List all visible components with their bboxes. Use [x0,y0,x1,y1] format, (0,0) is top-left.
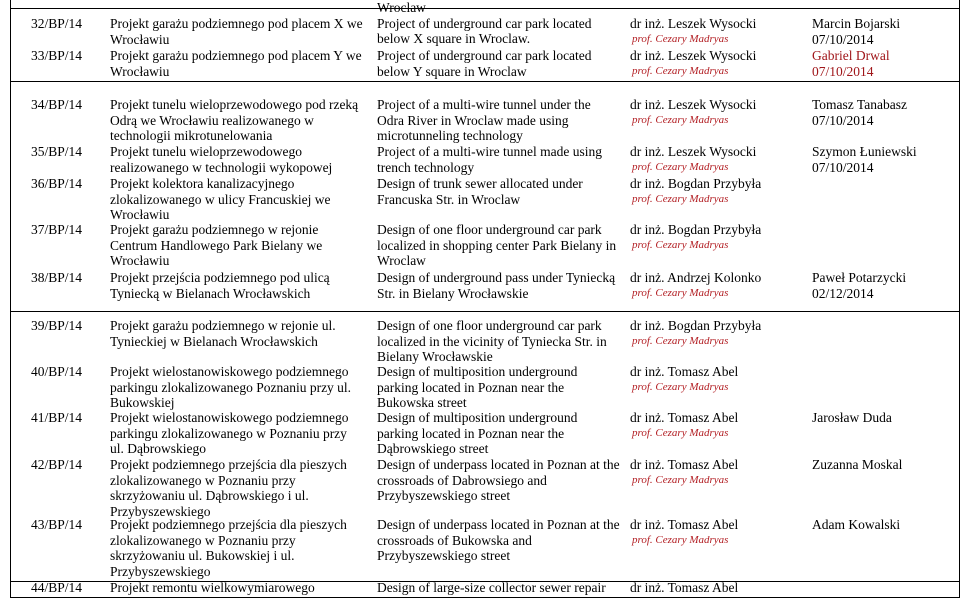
thesis-id: 34/BP/14 [31,97,83,112]
cosupervisor-name: prof. Cezary Madryas [632,32,729,45]
title-english: Design of multiposition underground [377,410,578,425]
title-polish: zlokalizowanego w Poznaniu przy [110,532,296,548]
cosupervisor-name: prof. Cezary Madryas [632,473,729,486]
title-polish: Wrocławiu [110,31,170,47]
title-english: Przybyszewskiego street [377,488,511,504]
student: Tomasz Tanabasz [812,97,907,112]
title-polish: Wrocławiu [110,63,170,79]
cosupervisor-name: prof. Cezary Madryas [632,238,729,251]
supervisor [630,410,738,440]
title-english: Odra River in Wroclaw made using [377,112,569,128]
title-polish: Projekt remontu wielkowymiarowego [110,580,315,595]
supervisor [630,176,761,206]
student: Zuzanna Moskal [812,457,903,472]
thesis-id: 39/BP/14 [31,318,83,333]
title-polish: Wrocławiu [110,207,170,223]
title-polish: Bukowskiej [110,395,175,411]
table-border [10,81,960,82]
title-polish: Przybyszewskiego [110,503,211,519]
title-polish: Projekt podziemnego przejścia dla pieszych [110,457,347,472]
title-polish: Centrum Handlowego Park Bielany we [110,237,323,253]
cosupervisor-name: prof. Cezary Madryas [632,160,729,173]
title-polish: Przybyszewskiego [110,563,211,579]
supervisor [630,457,738,487]
title-polish: zlokalizowanego w ulicy Francuskiej we [110,191,331,207]
thesis-id: 40/BP/14 [31,364,83,379]
title-english: Str. in Bielany Wrocławskie [377,285,529,301]
title-english: crossroads of Bukowska and [377,532,532,548]
supervisor-name: dr inż. Leszek Wysocki [630,48,757,63]
supervisor [630,16,756,46]
title-english: Design of underpass located in Poznan at the [377,457,620,472]
title-english: trench technology [377,159,475,175]
cosupervisor-name: prof. Cezary Madryas [632,334,729,347]
title-english: microtunneling technology [377,128,523,144]
title-polish: Projekt wielostanowiskowego podziemnego [110,410,349,425]
title-english: Design of trunk sewer allocated under [377,176,583,191]
title-polish: skrzyżowaniu ul. Dąbrowskiego i ul. [110,488,309,504]
supervisor-name: dr inż. Tomasz Abel [630,364,739,379]
title-english: Design of large-size collector sewer repair [377,580,606,595]
title-english: below Y square in Wroclaw [377,63,527,79]
thesis-id: 37/BP/14 [31,222,83,237]
title-english: Design of one floor underground car park [377,222,602,237]
title-polish: Projekt przejścia podziemnego pod ulicą [110,270,330,285]
supervisor-name: dr inż. Leszek Wysocki [630,144,757,159]
title-english: Project of a multi-wire tunnel under the [377,97,591,112]
thesis-id: 33/BP/14 [31,48,83,63]
title-english: Project of underground car park located [377,48,592,63]
table-border [10,311,960,312]
title-english: Bielany Wrocławskie [377,349,493,365]
title-polish: Wrocławiu [110,253,170,269]
student: 02/12/2014 [812,285,874,301]
supervisor-name: dr inż. Tomasz Abel [630,457,739,472]
supervisor [630,144,756,174]
student: Jarosław Duda [812,410,892,425]
student: 07/10/2014 [812,63,874,79]
thesis-id: 35/BP/14 [31,144,83,159]
supervisor-name: dr inż. Tomasz Abel [630,410,739,425]
thesis-id: 44/BP/14 [31,580,83,595]
student: 07/10/2014 [812,112,874,128]
supervisor-name: dr inż. Bogdan Przybyła [630,318,762,333]
title-polish: Projekt garażu podziemnego pod placem Y we [110,48,362,63]
title-polish: Projekt garażu podziemnego w rejonie ul. [110,318,336,333]
title-english: Design of multiposition underground [377,364,578,379]
title-english: Project of a multi-wire tunnel made using [377,144,602,159]
title-english: Dąbrowskiego street [377,441,489,457]
title-english: Wroclaw [377,253,426,269]
title-polish: Projekt tunelu wieloprzewodowego [110,144,302,159]
title-polish: Odrą we Wrocławiu realizowanego w [110,112,314,128]
title-english: Wroclaw [377,0,426,15]
title-polish: skrzyżowaniu ul. Bukowskiej i ul. [110,548,295,564]
title-english: Przybyszewskiego street [377,548,511,564]
supervisor-name: dr inż. Bogdan Przybyła [630,176,762,191]
cosupervisor-name: prof. Cezary Madryas [632,192,729,205]
thesis-id: 42/BP/14 [31,457,83,472]
thesis-id: 41/BP/14 [31,410,83,425]
title-polish: ul. Dąbrowskiego [110,441,206,457]
title-english: Bukowska street [377,395,467,411]
thesis-id: 43/BP/14 [31,517,83,532]
cosupervisor-name: prof. Cezary Madryas [632,64,729,77]
thesis-id: 36/BP/14 [31,176,83,191]
supervisor [630,97,756,127]
supervisor [630,364,738,394]
title-polish: parkingu zlokalizowanego w Poznaniu przy [110,425,347,441]
student: Szymon Łuniewski [812,144,917,159]
student: 07/10/2014 [812,159,874,175]
cosupervisor-name: prof. Cezary Madryas [632,533,729,546]
title-polish: Projekt wielostanowiskowego podziemnego [110,364,349,379]
supervisor-name: dr inż. Tomasz Abel [630,517,739,532]
thesis-id: 32/BP/14 [31,16,83,31]
cosupervisor-name: prof. Cezary Madryas [632,113,729,126]
title-polish: Projekt garażu podziemnego w rejonie [110,222,319,237]
title-english: Francuska Str. in Wroclaw [377,191,521,207]
title-polish: Projekt tunelu wieloprzewodowego pod rzeką [110,97,359,112]
title-polish: zlokalizowanego w Poznaniu przy [110,472,296,488]
title-polish: Tyniecką w Bielanach Wrocławskich [110,285,311,301]
table-border [10,8,960,9]
student: Paweł Potarzycki [812,270,907,285]
student: Marcin Bojarski [812,16,901,31]
title-polish: technologii mikrotunelowania [110,128,273,144]
title-english: parking located in Poznan near the [377,425,565,441]
title-english: Design of one floor underground car park [377,318,602,333]
title-english: Project of underground car park located [377,15,592,31]
title-english: Design of underpass located in Poznan at the [377,517,620,532]
supervisor [630,48,756,78]
title-polish: parkingu zlokalizowanego Poznaniu przy ul. [110,379,352,395]
title-polish: realizowanego w technologii wykopowej [110,159,333,175]
student: Adam Kowalski [812,517,901,532]
title-polish: Tynieckiej w Bielanach Wrocławskich [110,333,318,349]
cosupervisor-name: prof. Cezary Madryas [632,286,729,299]
supervisor-name: dr inż. Leszek Wysocki [630,16,757,31]
title-english: localized in the vicinity of Tyniecka Str. in [377,333,607,349]
title-english: parking located in Poznan near the [377,379,565,395]
supervisor [630,318,761,348]
title-english: Design of underground pass under Tyniecką [377,270,616,285]
cosupervisor-name: prof. Cezary Madryas [632,426,729,439]
supervisor [630,222,761,252]
supervisor [630,270,761,300]
supervisor [630,517,738,547]
supervisor-name: dr inż. Tomasz Abel [630,580,739,595]
supervisor [630,580,738,596]
supervisor-name: dr inż. Bogdan Przybyła [630,222,762,237]
title-english: localized in shopping center Park Bielany in [377,237,617,253]
student: Gabriel Drwal [812,48,890,63]
title-english: crossroads of Dabrowsiego and [377,472,547,488]
cosupervisor-name: prof. Cezary Madryas [632,380,729,393]
student: 07/10/2014 [812,31,874,47]
title-polish: Projekt kolektora kanalizacyjnego [110,176,295,191]
title-english: below X square in Wroclaw. [377,31,531,47]
table-border [10,0,11,598]
supervisor-name: dr inż. Leszek Wysocki [630,97,757,112]
thesis-id: 38/BP/14 [31,270,83,285]
title-polish: Projekt garażu podziemnego pod placem X we [110,16,363,31]
supervisor-name: dr inż. Andrzej Kolonko [630,270,762,285]
title-polish: Projekt podziemnego przejścia dla pieszych [110,517,347,532]
